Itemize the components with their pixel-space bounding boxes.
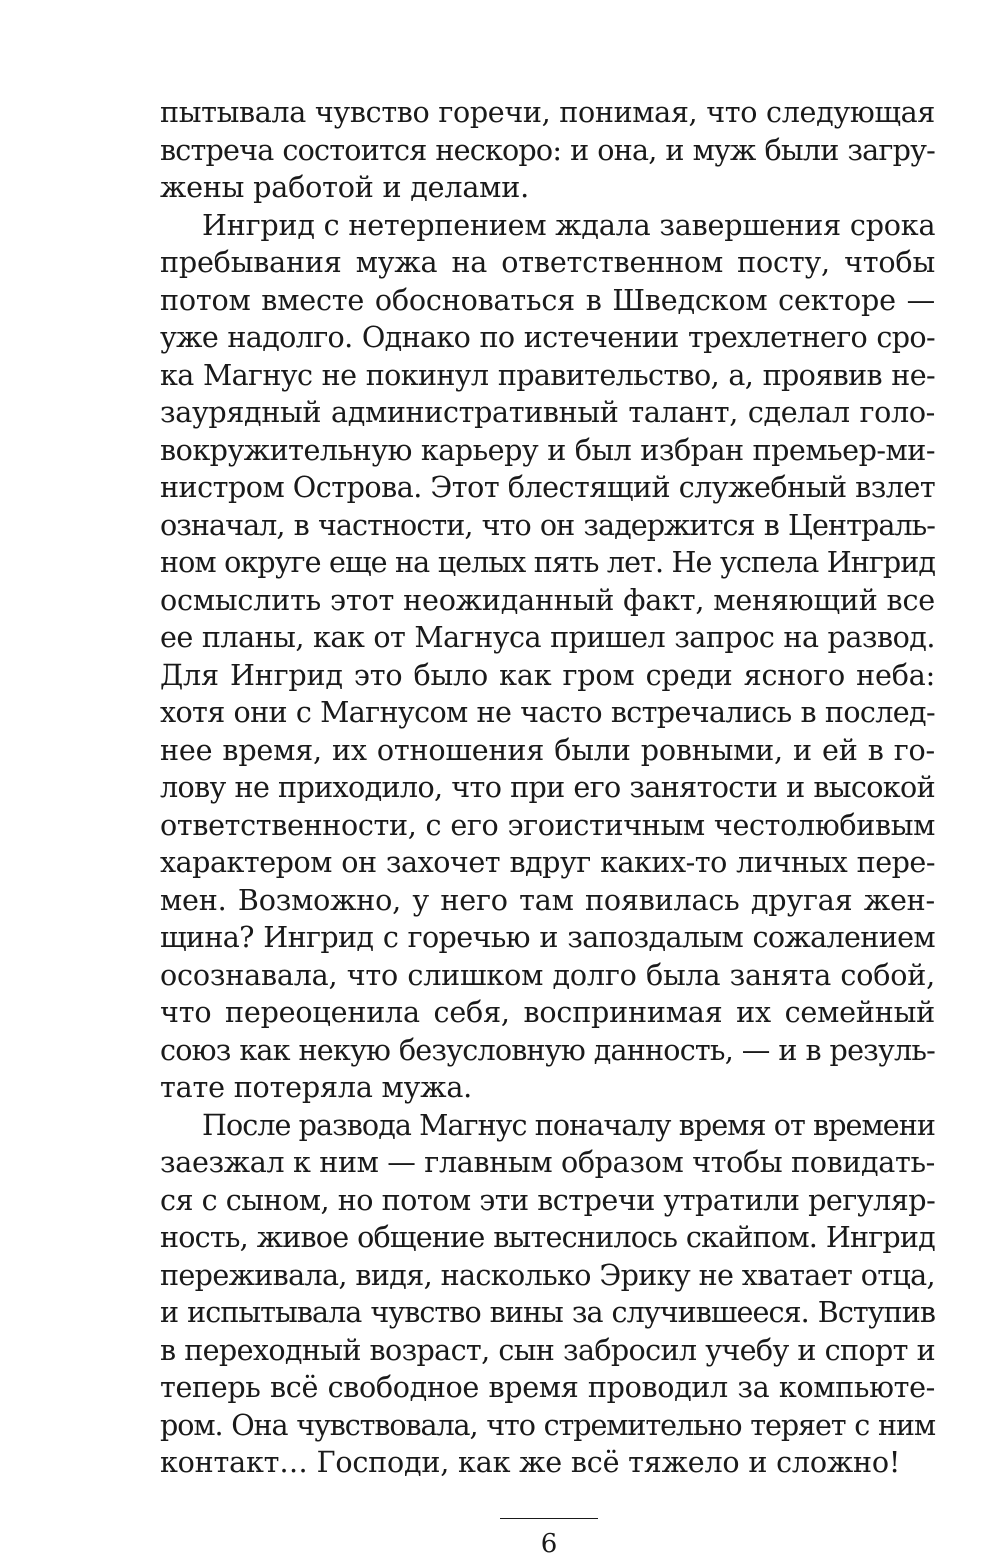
paragraph-2	[160, 207, 935, 1107]
text-line: осмыслить этот неожиданный факт, меняющий все	[160, 582, 935, 617]
text-line: потом вместе обосноваться в Шведском секторе —	[160, 282, 935, 317]
text-line: заезжал к ним — главным образом чтобы повидать-	[160, 1145, 935, 1179]
text-line: характером он захочет вдруг каких-то личных пере-	[160, 845, 935, 879]
text-line: ее планы, как от Магнуса пришел запрос на развод.	[160, 620, 935, 654]
text-line: уже надолго. Однако по истечении трехлетнего сро-	[160, 320, 935, 354]
text-line: означал, в частности, что он задержится в Централь-	[160, 507, 935, 542]
paragraph-1	[160, 94, 935, 207]
page-body	[160, 94, 935, 1482]
text-line: тате потеряла мужа.	[160, 1070, 473, 1104]
text-line: пребывания мужа на ответственном посту, чтобы	[160, 245, 935, 279]
paragraph-3	[160, 1107, 935, 1482]
text-line: заурядный административный талант, сделал голо-	[160, 395, 935, 429]
text-line: ном округе еще на целых пять лет. Не успела Ингрид	[160, 545, 935, 579]
text-line: и испытывала чувство вины за случившееся. Вступив	[160, 1295, 935, 1329]
text-line: нистром Острова. Этот блестящий служебный взлет	[160, 470, 936, 504]
text-line: жены работой и делами.	[160, 170, 529, 204]
text-line: После развода Магнус поначалу время от времени	[202, 1107, 935, 1142]
text-line: теперь всё свободное время проводил за компьюте-	[160, 1370, 935, 1404]
text-line: в переходный возраст, сын забросил учебу и спорт и	[160, 1332, 935, 1367]
text-line: союз как некую безусловную данность, — и в резуль-	[160, 1032, 935, 1067]
text-line: что переоценила себя, воспринимая их семейный	[160, 995, 935, 1029]
page-number: 6	[540, 1529, 558, 1559]
footer-rule	[500, 1518, 598, 1519]
text-line: ответственности, с его эгоистичным честолюбивым	[160, 807, 935, 842]
text-line: ность, живое общение вытеснилось скайпом. Ингрид	[160, 1220, 935, 1254]
text-line: щина? Ингрид с горечью и запоздалым сожалением	[160, 920, 935, 954]
text-line: пытывала чувство горечи, понимая, что следующая	[160, 95, 935, 129]
text-line: вокружительную карьеру и был избран премьер-ми-	[160, 432, 935, 467]
text-line: ром. Она чувствовала, что стремительно теряет с ним	[160, 1407, 935, 1442]
text-line: лову не приходило, что при его занятости и высокой	[160, 770, 935, 804]
text-line: Для Ингрид это было как гром среди ясного неба:	[160, 657, 935, 692]
text-line: осознавала, что слишком долго была занята собой,	[160, 957, 935, 992]
text-line: встреча состоится нескоро: и она, и муж были загру-	[160, 132, 935, 167]
text-line: мен. Возможно, у него там появилась другая жен-	[160, 882, 935, 917]
text-line: нее время, их отношения были ровными, и ей в го-	[160, 732, 935, 767]
text-line: переживала, видя, насколько Эрику не хватает отца,	[160, 1257, 935, 1292]
text-line: ся с сыном, но потом эти встречи утратили регуляр-	[160, 1182, 936, 1217]
text-line: Ингрид с нетерпением ждала завершения срока	[202, 207, 936, 242]
text-line: ка Магнус не покинул правительство, а, проявив не-	[160, 357, 935, 392]
text-line: контакт… Господи, как же всё тяжело и сложно!	[160, 1445, 901, 1479]
text-line: хотя они с Магнусом не часто встречались в послед-	[160, 695, 935, 729]
